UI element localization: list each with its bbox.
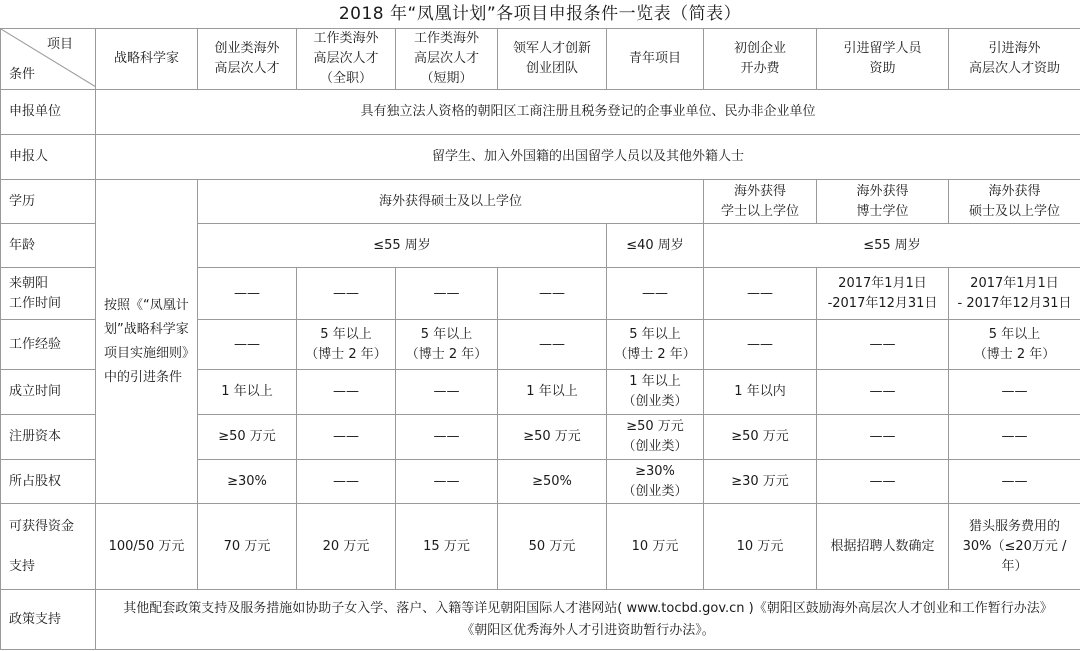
table-cell: ≥50 万元 (498, 415, 607, 460)
table-cell: 海外获得 学士以上学位 (704, 180, 817, 224)
table-cell: 20 万元 (297, 504, 396, 590)
applicant-unit-value: 具有独立法人资格的朝阳区工商注册且税务登记的企事业单位、民办非企业单位 (96, 90, 1080, 135)
table-cell: 2017年1月1日 -2017年12月31日 (817, 268, 949, 320)
table-cell: —— (396, 370, 498, 415)
age-value-c: ≤55 周岁 (704, 224, 1080, 268)
page-title: 2018 年“凤凰计划”各项目申报条件一览表（简表） (338, 4, 742, 24)
table-cell: 10 万元 (704, 504, 817, 590)
table-cell: 海外获得 硕士及以上学位 (949, 180, 1080, 224)
table-cell: 2017年1月1日 - 2017年12月31日 (949, 268, 1080, 320)
table-cell: —— (817, 460, 949, 504)
row-label: 申报单位 (1, 90, 96, 135)
table-cell: —— (949, 415, 1080, 460)
col-header-leading-team: 领军人才创新 创业团队 (498, 29, 607, 90)
table-cell: —— (949, 370, 1080, 415)
table-cell: 5 年以上 （博士 2 年） (396, 320, 498, 370)
table-cell: 1 年以上 (498, 370, 607, 415)
row-applicant-unit (1, 90, 1080, 135)
row-education (1, 180, 1080, 224)
col-header-startup-fee: 初创企业 开办费 (704, 29, 817, 90)
row-label: 可获得资金 支持 (1, 504, 96, 590)
table-cell: 10 万元 (607, 504, 704, 590)
table-cell: 50 万元 (498, 504, 607, 590)
row-label: 政策支持 (1, 590, 96, 650)
strategy-scientist-note: 按照《“凤凰计划”战略科学家项目实施细则》中的引进条件 (96, 180, 198, 504)
table-cell: —— (498, 268, 607, 320)
age-value-a: ≤55 周岁 (198, 224, 607, 268)
table-cell: —— (704, 320, 817, 370)
table-cell: ≥30% (198, 460, 297, 504)
education-shared-value: 海外获得硕士及以上学位 (198, 180, 704, 224)
table-cell: —— (949, 460, 1080, 504)
table-cell: —— (198, 320, 297, 370)
table-cell: 70 万元 (198, 504, 297, 590)
table-cell: 猎头服务费用的 30%（≤20万元 / 年） (949, 504, 1080, 590)
table-cell: 15 万元 (396, 504, 498, 590)
conditions-table (0, 28, 1080, 650)
table-cell: —— (498, 320, 607, 370)
col-header-work-talent-shortterm: 工作类海外 高层次人才 （短期） (396, 29, 498, 90)
table-cell: —— (396, 415, 498, 460)
table-cell: —— (817, 415, 949, 460)
table-cell: 海外获得 博士学位 (817, 180, 949, 224)
table-cell: 5 年以上 （博士 2 年） (607, 320, 704, 370)
row-label: 所占股权 (1, 460, 96, 504)
corner-condition-label: 条件 (9, 67, 36, 82)
row-label: 来朝阳 工作时间 (1, 268, 96, 320)
table-cell: ≥30 万元 (704, 460, 817, 504)
table-cell: —— (297, 415, 396, 460)
table-cell: —— (396, 460, 498, 504)
col-header-returnee-funding: 引进留学人员 资助 (817, 29, 949, 90)
table-cell: 1 年以内 (704, 370, 817, 415)
col-header-overseas-talent-funding: 引进海外 高层次人才资助 (949, 29, 1080, 90)
corner-project-label: 项目 (46, 37, 73, 52)
age-value-b: ≤40 周岁 (607, 224, 704, 268)
col-header-youth-project: 青年项目 (607, 29, 704, 90)
table-cell: —— (817, 370, 949, 415)
header-row (1, 29, 1080, 90)
table-cell: 5 年以上 （博士 2 年） (949, 320, 1080, 370)
applicant-value: 留学生、加入外国籍的出国留学人员以及其他外籍人士 (96, 135, 1080, 180)
table-cell: ≥30% （创业类） (607, 460, 704, 504)
table-cell: —— (817, 320, 949, 370)
table-cell: 1 年以上 （创业类） (607, 370, 704, 415)
header-corner-cell (1, 29, 96, 90)
table-cell: ≥50 万元 （创业类） (607, 415, 704, 460)
policy-value: 其他配套政策支持及服务措施如协助子女入学、落户、入籍等详见朝阳国际人才港网站( www.tocbd.gov.cn )《朝阳区鼓励海外高层次人才创业和工作暂行办法》 《朝阳区优秀海外人才引进资助暂行办法》。 (96, 590, 1080, 650)
row-applicant (1, 135, 1080, 180)
row-label: 学历 (1, 180, 96, 224)
table-cell: —— (297, 268, 396, 320)
table-cell: —— (607, 268, 704, 320)
table-cell: ≥50% (498, 460, 607, 504)
table-cell: —— (704, 268, 817, 320)
col-header-entrepreneur-talent: 创业类海外 高层次人才 (198, 29, 297, 90)
table-cell: 100/50 万元 (96, 504, 198, 590)
row-label: 工作经验 (1, 320, 96, 370)
table-cell: —— (198, 268, 297, 320)
row-label: 申报人 (1, 135, 96, 180)
table-cell: 5 年以上 （博士 2 年） (297, 320, 396, 370)
table-cell: 1 年以上 (198, 370, 297, 415)
row-label: 成立时间 (1, 370, 96, 415)
table-cell: —— (297, 460, 396, 504)
row-funding (1, 504, 1080, 590)
col-header-work-talent-fulltime: 工作类海外 高层次人才 （全职） (297, 29, 396, 90)
table-cell: ≥50 万元 (198, 415, 297, 460)
table-cell: ≥50 万元 (704, 415, 817, 460)
row-label: 注册资本 (1, 415, 96, 460)
row-label: 年龄 (1, 224, 96, 268)
row-policy (1, 590, 1080, 650)
table-cell: —— (396, 268, 498, 320)
col-header-strategic-scientist: 战略科学家 (96, 29, 198, 90)
table-cell: 根据招聘人数确定 (817, 504, 949, 590)
table-cell: —— (297, 370, 396, 415)
